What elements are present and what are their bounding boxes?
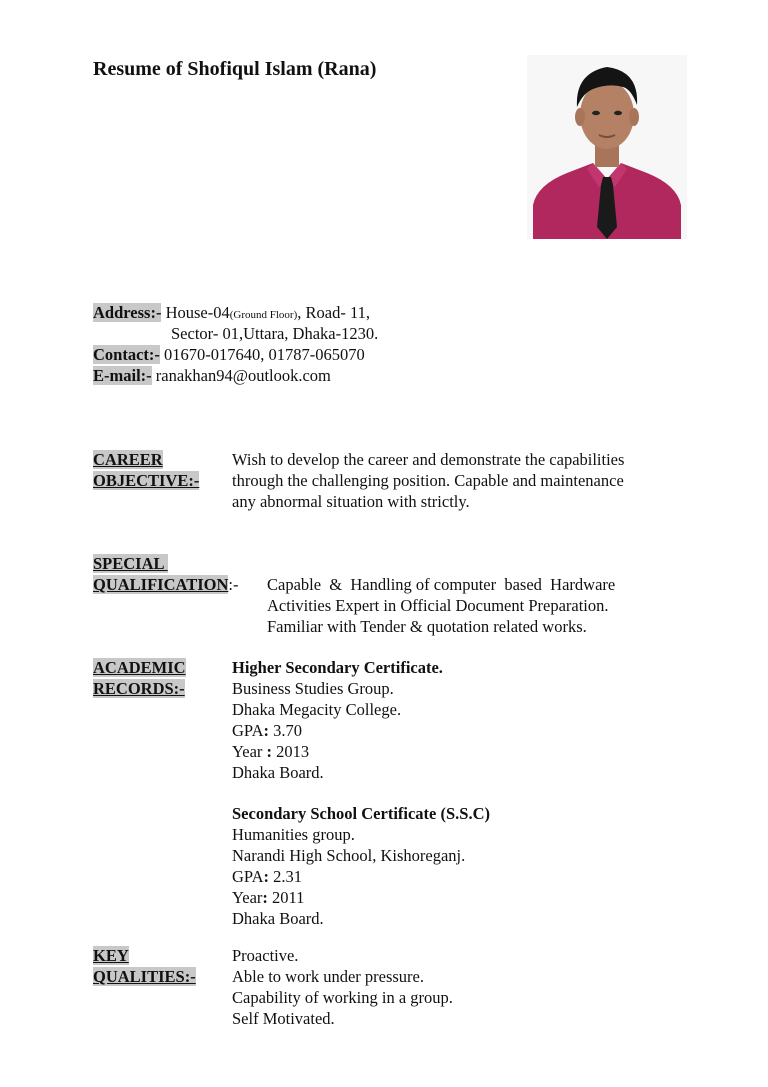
email-value: ranakhan94@outlook.com [151,366,331,385]
page-title: Resume of Shofiqul Islam (Rana) [93,58,377,80]
special-text-2: Activities Expert in Official Document Preparation. [267,596,609,615]
special-text-1: Capable & Handling of computer based Hardware [267,575,616,594]
key-item-3: Capability of working in a group. [232,988,453,1007]
career-label-2: OBJECTIVE:- [93,471,200,490]
address-label: Address:- [93,303,162,322]
special-label-1: SPECIAL [93,554,168,573]
career-label-1: CAREER [93,450,163,469]
special-label-2: QUALIFICATION:- [93,575,239,594]
hsc-title: Higher Secondary Certificate. [232,658,443,677]
academic-label-2: RECORDS:- [93,679,185,698]
profile-photo [527,55,687,239]
contact-line [93,344,365,365]
ssc-group: Humanities group. [232,825,355,844]
key-label-1: KEY [93,946,129,965]
contact-label: Contact:- [93,345,160,364]
address-floor: (Ground Floor) [229,309,298,321]
special-text-3: Familiar with Tender & quotation related works. [267,617,587,636]
hsc-year: Year : 2013 [232,742,310,761]
career-text-3: any abnormal situation with strictly. [232,492,470,511]
key-item-1: Proactive. [232,946,299,965]
hsc-college: Dhaka Megacity College. [232,700,402,719]
key-item-2: Able to work under pressure. [232,967,424,986]
hsc-gpa: GPA: 3.70 [232,721,302,740]
address-line-2: Sector- 01,Uttara, Dhaka-1230. [171,324,379,343]
contact-value: 01670-017640, 01787-065070 [159,345,365,364]
ssc-gpa: GPA: 2.31 [232,867,302,886]
hsc-group: Business Studies Group. [232,679,394,698]
academic-label-1: ACADEMIC [93,658,186,677]
address-road: , Road- 11, [297,303,370,322]
career-text-2: through the challenging position. Capable and maintenance [232,471,624,490]
email-label: E-mail:- [93,366,152,385]
special-label-suffix: :- [228,575,239,594]
address-house: House-04 [161,303,230,322]
hsc-board: Dhaka Board. [232,763,324,782]
key-item-4: Self Motivated. [232,1009,335,1028]
ssc-school: Narandi High School, Kishoreganj. [232,846,466,865]
ssc-title: Secondary School Certificate (S.S.C) [232,804,491,823]
key-label-2: QUALITIES:- [93,967,196,986]
ssc-board: Dhaka Board. [232,909,324,928]
career-text-1: Wish to develop the career and demonstrate the capabilities [232,450,625,469]
email-line [93,365,331,386]
ssc-year: Year: 2011 [232,888,305,907]
